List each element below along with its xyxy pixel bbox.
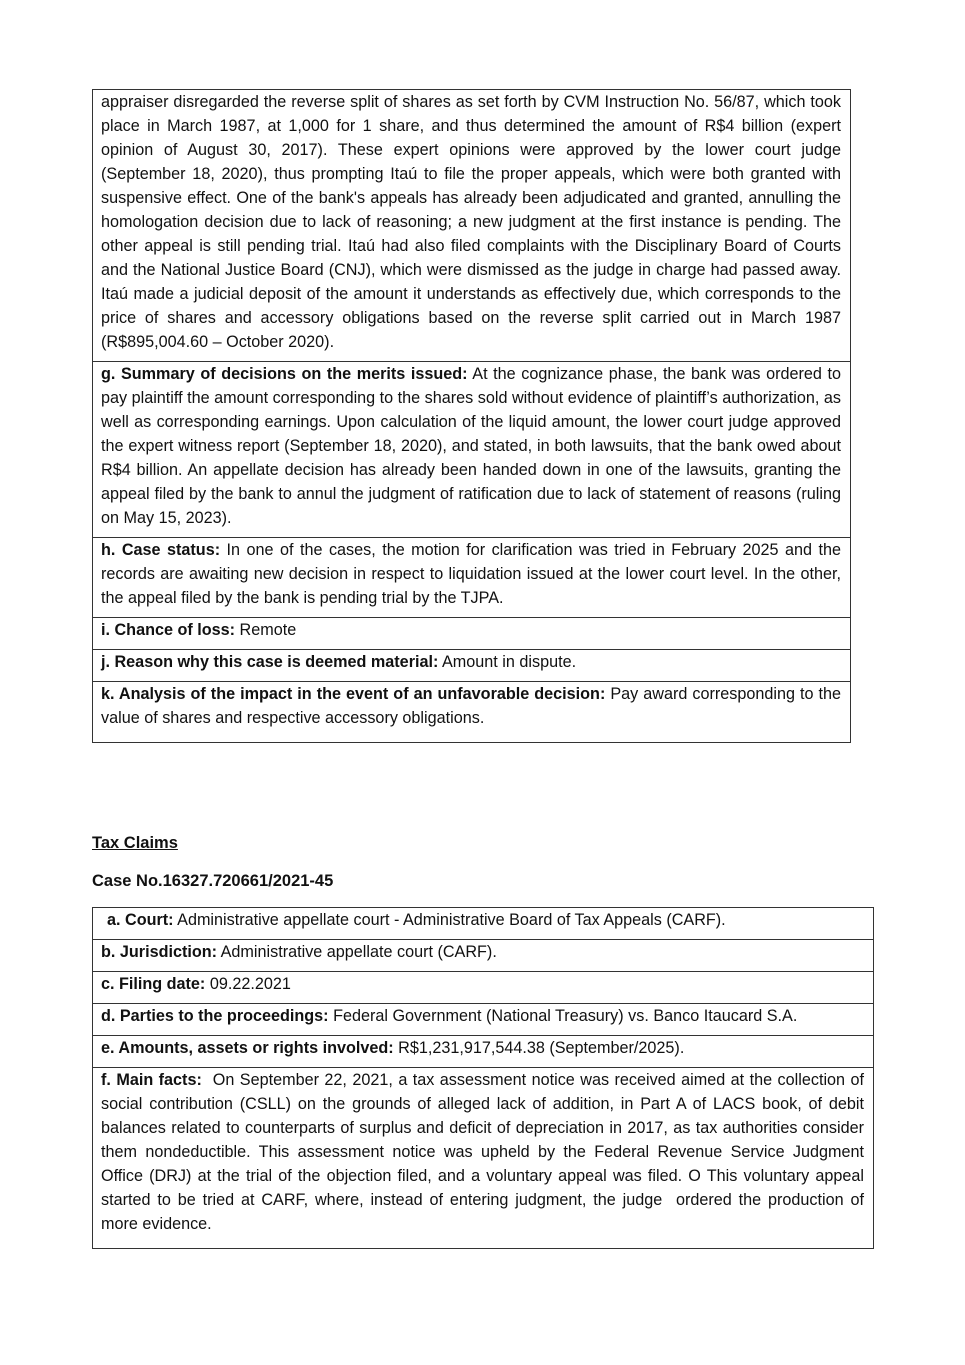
section-title: Tax Claims: [92, 834, 178, 852]
parties-text: Federal Government (National Treasury) vs. Banco Itaucard S.A.: [328, 1007, 798, 1025]
tax-claim-table: [92, 907, 874, 1249]
case-number: Case No.16327.720661/2021-45: [92, 872, 334, 890]
court-label: a. Court:: [107, 911, 174, 929]
summary-decisions-label: g. Summary of decisions on the merits issued:: [101, 365, 468, 383]
impact-analysis-label: k. Analysis of the impact in the event of an unfavorable decision:: [101, 685, 606, 703]
summary-decisions-text: At the cognizance phase, the bank was ordered to pay plaintiff the amount corresponding to the shares sold without evidence of plaintiff’s authorization, as well as corresponding earnings. Upon calculation of the liquid amount, the lower court judge approved the expert witness report (September 18, 2020), and stated, in both lawsuits, that the bank owed about R$4 billion. An appellate decision has already been handed down in one of the lawsuits, granting the appeal filed by the bank to annul the judgment of ratification due to lack of statement of reasons (ruling on May 15, 2023).: [101, 365, 841, 527]
row-impact-analysis: [93, 682, 851, 743]
case-status-label: h. Case status:: [101, 541, 221, 559]
row-court: [93, 908, 874, 940]
chance-of-loss-label: i. Chance of loss:: [101, 621, 236, 639]
row-parties: [93, 1004, 874, 1036]
court-text: Administrative appellate court - Administrative Board of Tax Appeals (CARF).: [173, 911, 726, 929]
amounts-label: e. Amounts, assets or rights involved:: [101, 1039, 394, 1057]
litigation-details-table: [92, 89, 851, 743]
row-case-status: [93, 538, 851, 618]
main-facts-label: f. Main facts:: [101, 1071, 202, 1089]
row-main-facts-continued: [93, 90, 851, 362]
row-amounts: [93, 1036, 874, 1068]
row-jurisdiction: [93, 940, 874, 972]
main-facts-text: On September 22, 2021, a tax assessment notice was received aimed at the collection of social contribution (CSLL) on the grounds of alleged lack of addition, in Part A of LACS book, of debit balances related to counterparts of surplus and deficit of depreciation in 2017, as tax authorities consider them nondeductible. This assessment notice was upheld by the Federal Revenue Service Judgment Office (DRJ) at the trial of the objection filed, and a voluntary appeal was filed. O This voluntary appeal started to be tried at CARF, where, instead of entering judgment, the judge ordered the production of more evidence.: [101, 1071, 869, 1233]
row-chance-of-loss: [93, 618, 851, 650]
row-filing-date: [93, 972, 874, 1004]
case-status-text: In one of the cases, the motion for clarification was tried in February 2025 and the records are awaiting new decision in respect to liquidation issued at the lower court level. In the other, the appeal filed by the bank is pending trial by the TJPA.: [101, 541, 841, 607]
filing-date-label: c. Filing date:: [101, 975, 206, 993]
materiality-reason-label: j. Reason why this case is deemed material:: [101, 653, 439, 671]
impact-analysis-text: Pay award corresponding to the value of shares and respective accessory obligations.: [101, 685, 842, 727]
main-facts-continued-text: appraiser disregarded the reverse split of shares as set forth by CVM Instruction No. 56/87, which took place in March 1987, at 1,000 for 1 share, and thus determined the amount of R$4 billion (expert opinion of August 30, 2017). These expert opinions were approved by the lower court judge (September 18, 2020), thus prompting Itaú to file the proper appeals, which were both granted with suspensive effect. One of the bank's appeals has already been adjudicated and granted, annulling the homologation decision due to lack of reasoning; a new judgment at the first instance is pending. The other appeal is still pending trial. Itaú had also filed complaints with the Disciplinary Board of Courts and the National Justice Board (CNJ), which were dismissed as the judge in charge had passed away. Itaú made a judicial deposit of the amount it understands as effectively due, which corresponds to the price of shares and accessory obligations based on the reverse split carried out in March 1987 (R$895,004.60 – October 2020).: [93, 90, 851, 362]
jurisdiction-label: b. Jurisdiction:: [101, 943, 218, 961]
jurisdiction-text: Administrative appellate court (CARF).: [217, 943, 497, 961]
amounts-text: R$1,231,917,544.38 (September/2025).: [393, 1039, 685, 1057]
materiality-reason-text: Amount in dispute.: [438, 653, 577, 671]
row-main-facts: [93, 1068, 874, 1249]
filing-date-text: 09.22.2021: [205, 975, 291, 993]
chance-of-loss-text: Remote: [235, 621, 297, 639]
row-summary-decisions: [93, 362, 851, 538]
parties-label: d. Parties to the proceedings:: [101, 1007, 329, 1025]
row-materiality-reason: [93, 650, 851, 682]
